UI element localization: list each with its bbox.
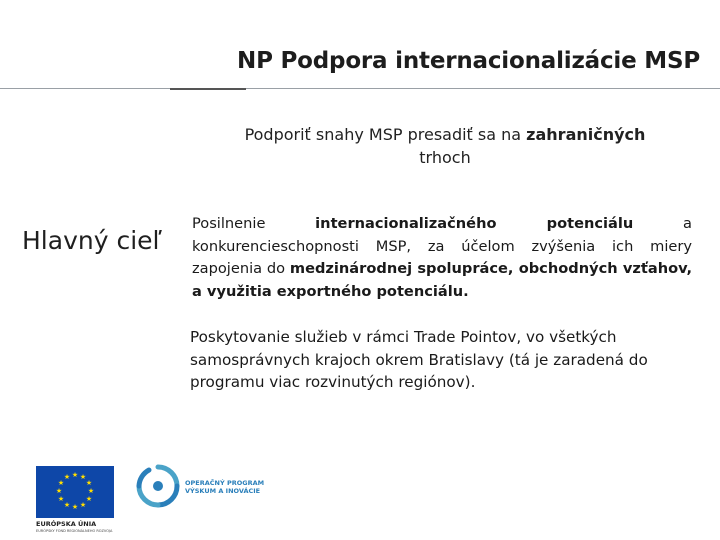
paragraph-bold-text: medzinárodnej spolupráce, obchodných vzťahov, a využitia exportného potenciálu. <box>192 260 692 300</box>
eu-logo <box>36 466 116 540</box>
subtitle-text: Podporiť snahy MSP presadiť sa na <box>244 125 527 144</box>
svg-text:★: ★ <box>63 501 71 509</box>
svg-text:★: ★ <box>57 479 65 487</box>
title-divider <box>0 88 720 89</box>
svg-text:★: ★ <box>57 495 65 503</box>
eu-caption: EURÓPSKA ÚNIA <box>36 520 97 528</box>
op-line1: OPERAČNÝ PROGRAM <box>185 479 265 487</box>
slide-title: NP Podpora internacionalizácie MSP <box>237 48 700 74</box>
op-vai-logo <box>135 463 275 515</box>
svg-text:★: ★ <box>55 487 63 495</box>
paragraph-text: Posilnenie <box>192 215 316 232</box>
svg-text:★: ★ <box>71 503 79 511</box>
subtitle-bold-text: zahraničných <box>526 125 646 144</box>
op-circle-icon <box>135 463 181 509</box>
svg-text:★: ★ <box>87 487 95 495</box>
svg-text:★: ★ <box>63 473 71 481</box>
main-goal-heading: Hlavný cieľ <box>22 226 162 255</box>
paragraph-text: a konkurencieschopnosti MSP, za účelom zvýšenia ich miery zapojenia do <box>192 215 692 277</box>
eu-caption-small: EURÓPSKY FOND REGIONÁLNEHO ROZVOJA <box>36 529 113 533</box>
eu-flag-icon <box>36 466 114 518</box>
svg-text:★: ★ <box>85 479 93 487</box>
paragraph-bold-text: internacionalizačného potenciálu <box>315 215 634 232</box>
main-goal-paragraph <box>192 213 692 303</box>
svg-text:★: ★ <box>71 471 79 479</box>
subtitle-text-line2: trhoch <box>419 148 471 167</box>
svg-text:★: ★ <box>79 501 87 509</box>
svg-text:★: ★ <box>85 495 93 503</box>
trade-point-paragraph: Poskytovanie služieb v rámci Trade Pointov, vo všetkých samosprávnych krajoch okrem Bratislavy (tá je zaradená do programu viac rozvinutých regiónov). <box>190 328 648 391</box>
slide-subtitle <box>185 123 705 169</box>
svg-text:★: ★ <box>79 473 87 481</box>
op-text <box>185 479 264 495</box>
op-line2: VÝSKUM A INOVÁCIE <box>185 487 261 495</box>
